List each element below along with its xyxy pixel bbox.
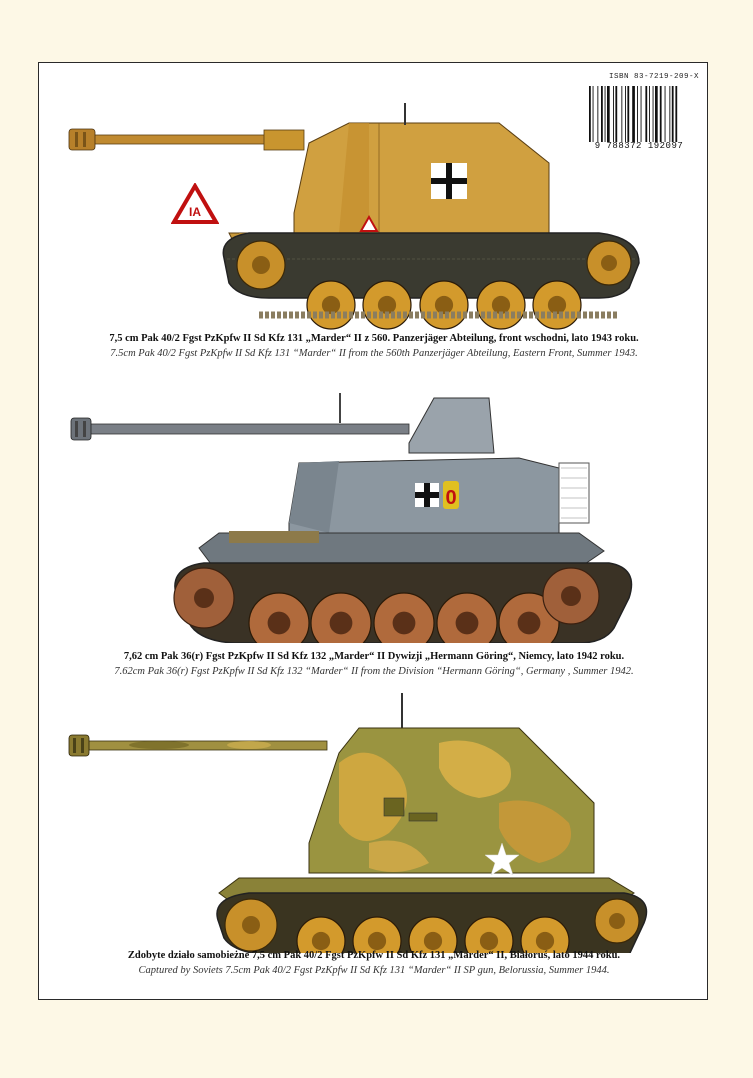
plate-1-caption-pl: 7,5 cm Pak 40/2 Fgst PzKpfw II Sd Kfz 131 „Marder“ II z 560. Panzerjäger Abteilung, front wschodni, lato 1943 roku. xyxy=(109,333,639,344)
plate-1-caption-en: 7.5cm Pak 40/2 Fgst PzKpfw II Sd Kfz 131 “Marder“ II from the 560th Panzerjäger Abteilung, Eastern Front, Summer 1943. xyxy=(110,348,638,359)
plate-2-caption-pl: 7,62 cm Pak 36(r) Fgst PzKpfw II Sd Kfz 132 „Marder“ II Dywizji „Hermann Göring“, Niemcy, lato 1942 roku. xyxy=(123,651,625,662)
plate-2-caption-en: 7.62cm Pak 36(r) Fgst PzKpfw II Sd Kfz 132 “Marder“ II from the Division “Hermann Göring“, Germany , Summer 1942. xyxy=(114,666,634,677)
balkenkreuz-icon xyxy=(431,163,467,199)
plate-3-caption-pl: Zdobyte działo samobieżne 7,5 cm Pak 40/2 Fgst PzKpfw II Sd Kfz 131 „Marder“ II, Białoruś, lato 1944 roku. xyxy=(127,950,621,961)
balkenkreuz-icon xyxy=(415,483,439,507)
isbn-number: 9 788372 192097 xyxy=(594,141,684,151)
plate-1-illustration xyxy=(39,83,709,363)
ia-marking-icon xyxy=(171,183,219,225)
page-frame xyxy=(38,62,708,1000)
ia-marking-text: IA xyxy=(189,205,201,219)
tactical-number: 0 xyxy=(445,487,457,509)
isbn-label: ISBN 83-7219-209-X xyxy=(608,73,699,81)
plate-3-illustration xyxy=(39,693,709,963)
plate-2-illustration xyxy=(39,383,709,663)
plate-3-caption-en: Captured by Soviets 7.5cm Pak 40/2 Fgst PzKpfw II Sd Kfz 131 “Marder“ II SP gun, Belorussia, Summer 1944. xyxy=(138,965,610,976)
